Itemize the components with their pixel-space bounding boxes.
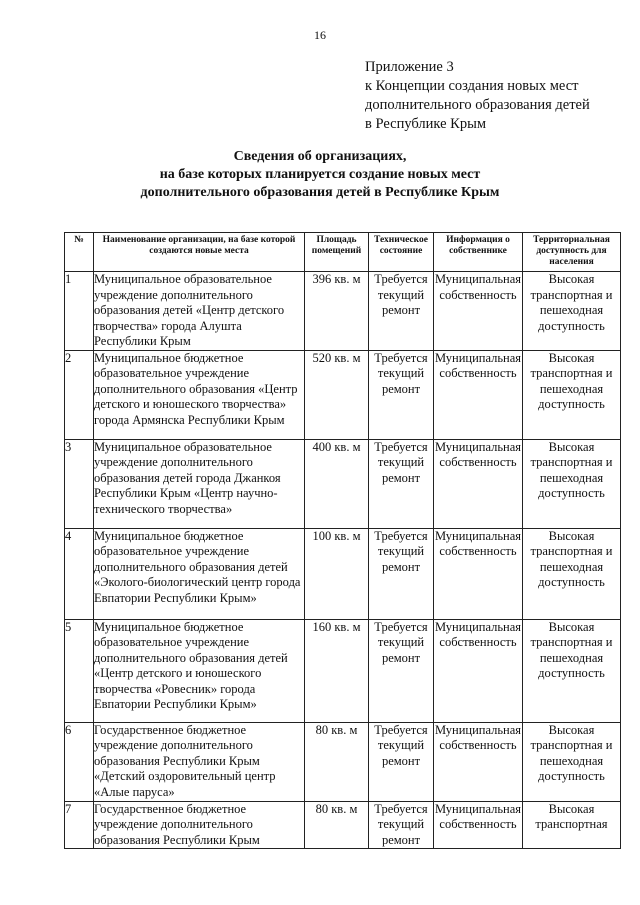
technical-condition: Требуется текущий ремонт xyxy=(369,722,434,801)
technical-condition: Требуется текущий ремонт xyxy=(369,439,434,528)
area-value: 400 кв. м xyxy=(305,439,369,528)
appendix-line-3: дополнительного образования детей xyxy=(365,97,590,113)
table-row xyxy=(65,272,621,351)
owner-info: Муниципальная собственность xyxy=(434,528,523,619)
technical-condition: Требуется текущий ремонт xyxy=(369,350,434,439)
header-organization-name: Наименование организации, на базе которой создаются новые места xyxy=(94,233,305,272)
header-owner-info: Информация о собственнике xyxy=(434,233,523,272)
appendix-line-1: Приложение 3 xyxy=(365,59,454,75)
title-line-1: Сведения об организациях, xyxy=(233,149,407,164)
area-value: 160 кв. м xyxy=(305,619,369,722)
row-number: 4 xyxy=(65,528,94,619)
row-number: 2 xyxy=(65,350,94,439)
accessibility: Высокая транспортная и пешеходная доступность xyxy=(523,528,621,619)
row-number: 1 xyxy=(65,272,94,351)
area-value: 520 кв. м xyxy=(305,350,369,439)
header-accessibility: Территориальная доступность для населения xyxy=(523,233,621,272)
appendix-line-4: в Республике Крым xyxy=(365,116,486,132)
technical-condition: Требуется текущий ремонт xyxy=(369,528,434,619)
table-row xyxy=(65,801,621,849)
organizations-table xyxy=(64,232,621,849)
title-line-2: на базе которых планируется создание новых мест xyxy=(159,167,481,182)
organization-name: Муниципальное бюджетное образовательное учреждение дополнительного образования «Центр детского и юношеского творчества» города Армянска Республики Крым xyxy=(94,350,305,439)
table-row xyxy=(65,439,621,528)
accessibility: Высокая транспортная и пешеходная доступность xyxy=(523,350,621,439)
appendix-heading xyxy=(365,58,635,134)
accessibility: Высокая транспортная и пешеходная доступность xyxy=(523,272,621,351)
table-row xyxy=(65,350,621,439)
owner-info: Муниципальная собственность xyxy=(434,801,523,849)
area-value: 396 кв. м xyxy=(305,272,369,351)
accessibility: Высокая транспортная и пешеходная доступность xyxy=(523,722,621,801)
accessibility: Высокая транспортная xyxy=(523,801,621,849)
area-value: 100 кв. м xyxy=(305,528,369,619)
owner-info: Муниципальная собственность xyxy=(434,350,523,439)
header-number: № xyxy=(65,233,94,272)
row-number: 3 xyxy=(65,439,94,528)
organization-name: Государственное бюджетное учреждение дополнительного образования Республики Крым «Детский оздоровительный центр «Алые паруса» xyxy=(94,722,305,801)
organization-name: Муниципальное образовательное учреждение дополнительного образования детей города Джанкоя Республики Крым «Центр научно-технического творчества» xyxy=(94,439,305,528)
technical-condition: Требуется текущий ремонт xyxy=(369,272,434,351)
owner-info: Муниципальная собственность xyxy=(434,439,523,528)
owner-info: Муниципальная собственность xyxy=(434,722,523,801)
accessibility: Высокая транспортная и пешеходная доступность xyxy=(523,439,621,528)
owner-info: Муниципальная собственность xyxy=(434,272,523,351)
owner-info: Муниципальная собственность xyxy=(434,619,523,722)
organization-name: Государственное бюджетное учреждение дополнительного образования Республики Крым xyxy=(94,801,305,849)
document-title xyxy=(0,148,640,202)
area-value: 80 кв. м xyxy=(305,722,369,801)
area-value: 80 кв. м xyxy=(305,801,369,849)
row-number: 7 xyxy=(65,801,94,849)
row-number: 5 xyxy=(65,619,94,722)
organization-name: Муниципальное бюджетное образовательное учреждение дополнительного образования детей «Центр детского и юношеского творчества «Ровесник» города Евпатории Республики Крым» xyxy=(94,619,305,722)
title-line-3: дополнительного образования детей в Республике Крым xyxy=(140,185,500,200)
header-technical-condition: Техническое состояние xyxy=(369,233,434,272)
technical-condition: Требуется текущий ремонт xyxy=(369,619,434,722)
organization-name: Муниципальное бюджетное образовательное учреждение дополнительного образования детей «Эколого-биологический центр города Евпатории Республики Крым» xyxy=(94,528,305,619)
table-row xyxy=(65,528,621,619)
header-area: Площадь помещений xyxy=(305,233,369,272)
accessibility: Высокая транспортная и пешеходная доступность xyxy=(523,619,621,722)
table-row xyxy=(65,722,621,801)
table-header-row xyxy=(65,233,621,272)
technical-condition: Требуется текущий ремонт xyxy=(369,801,434,849)
page-number: 16 xyxy=(314,28,326,42)
organization-name: Муниципальное образовательное учреждение дополнительного образования детей «Центр детского творчества» города Алушта Республики Крым xyxy=(94,272,305,351)
row-number: 6 xyxy=(65,722,94,801)
table-row xyxy=(65,619,621,722)
appendix-line-2: к Концепции создания новых мест xyxy=(365,78,579,94)
